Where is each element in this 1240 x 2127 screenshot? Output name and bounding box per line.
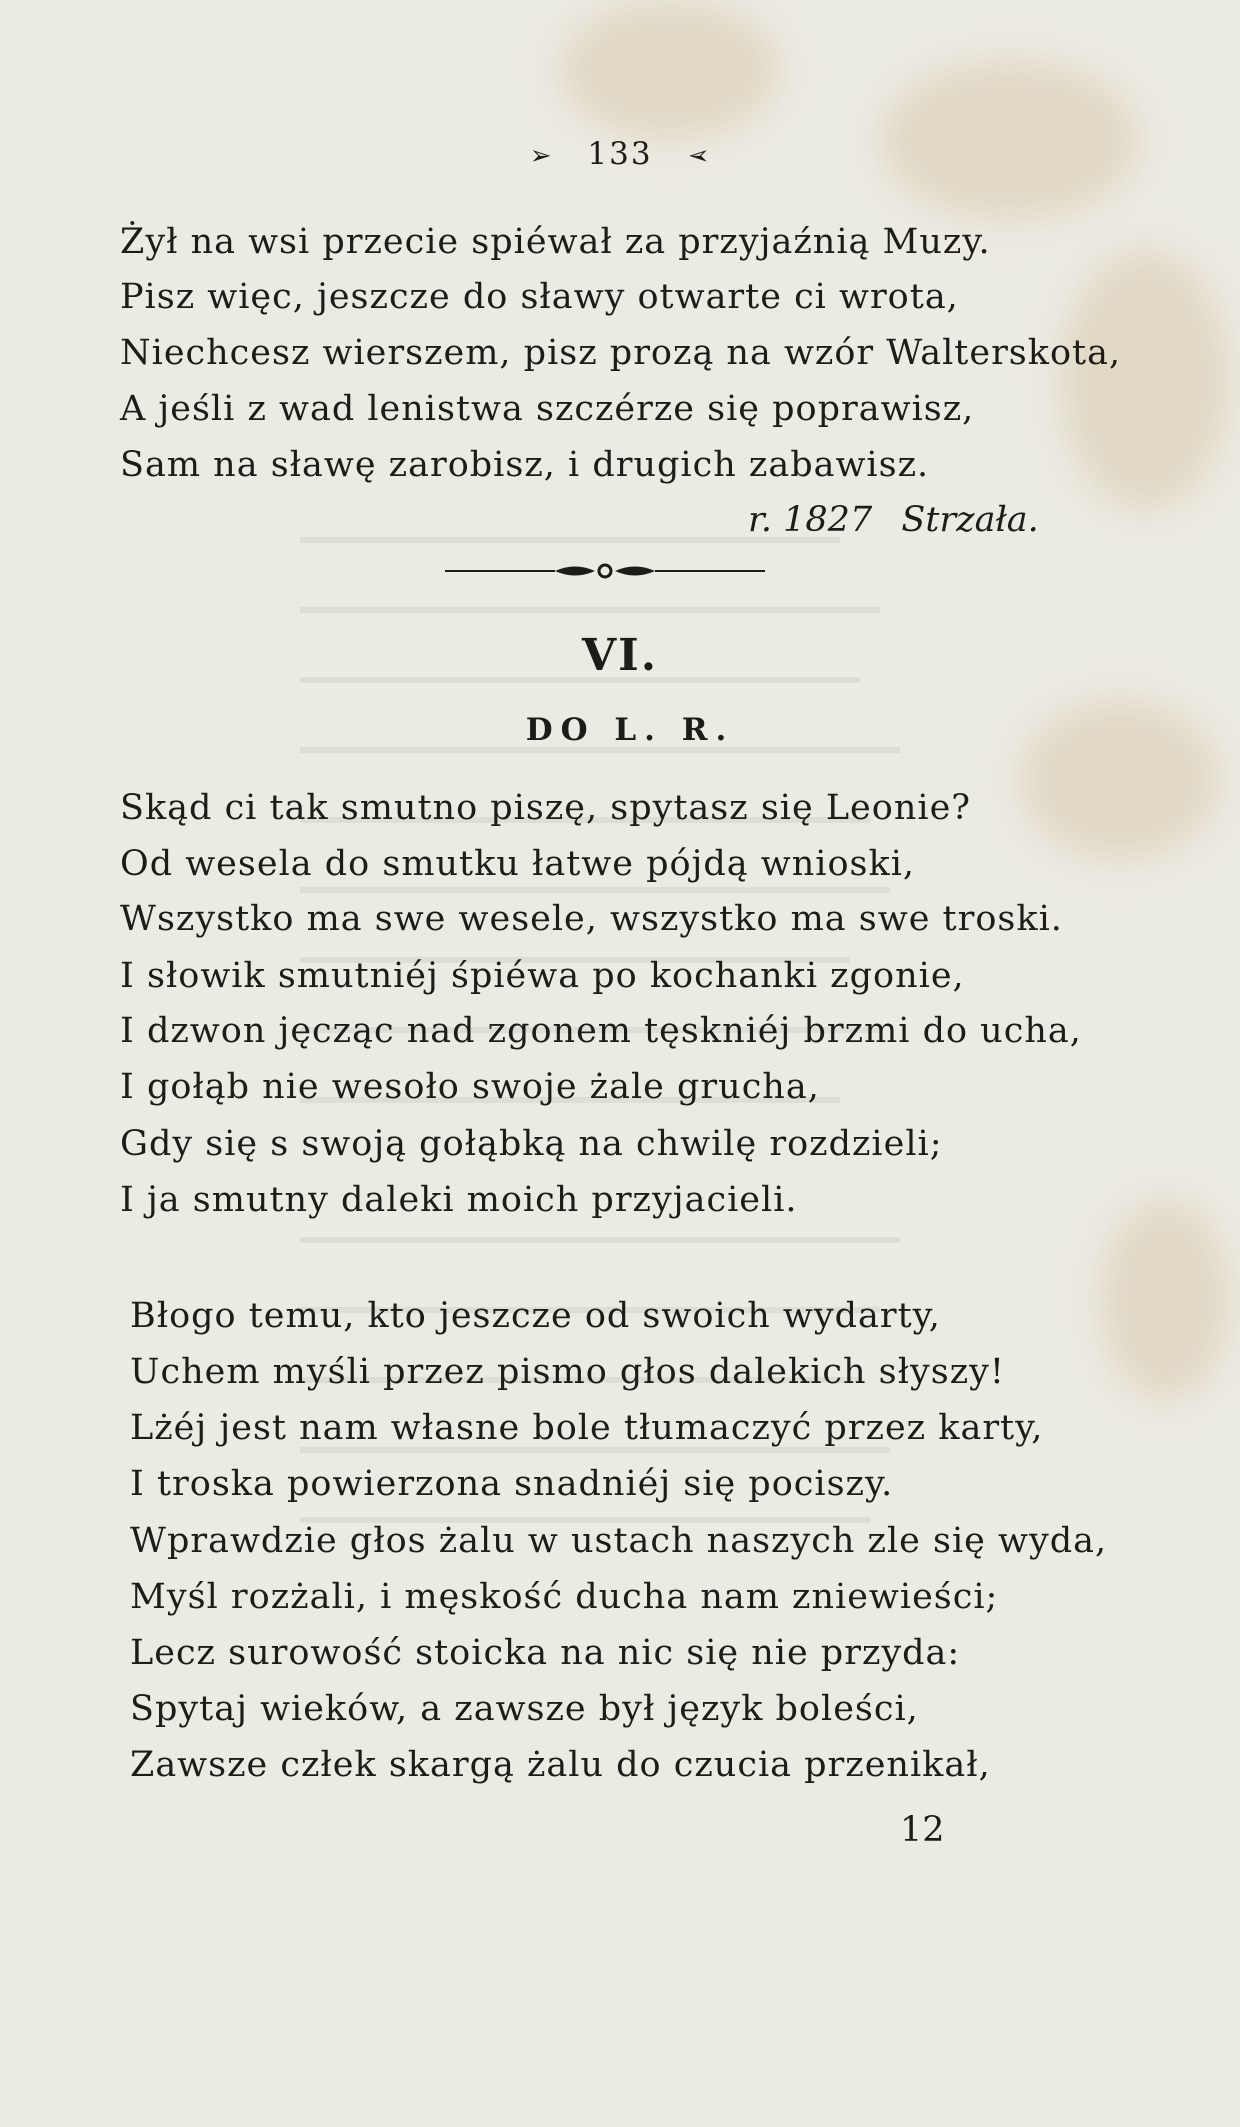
- paper-stain: [1100, 1200, 1230, 1400]
- verse-line: Od wesela do smutku łatwe pójdą wnioski,: [120, 844, 916, 884]
- poem-number: VI.: [581, 630, 659, 681]
- verse-line: Wszystko ma swe wesele, wszystko ma swe troski.: [120, 899, 1063, 939]
- ornamental-divider: [445, 556, 765, 586]
- verse-line: I dzwon jęcząc nad zgonem tęskniéj brzmi do ucha,: [120, 1011, 1082, 1051]
- signature-author: Strzała.: [901, 500, 1039, 540]
- verse-line: Pisz więc, jeszcze do sławy otwarte ci wrota,: [120, 277, 959, 317]
- verse-line: Myśl rozżali, i męskość ducha nam zniewieści;: [130, 1577, 999, 1617]
- verse-line: Błogo temu, kto jeszcze od swoich wydarty,: [130, 1296, 941, 1336]
- poem-signature: [748, 500, 1039, 540]
- verse-line: Skąd ci tak smutno piszę, spytasz się Leonie?: [120, 788, 972, 828]
- verse-line: Spytaj wieków, a zawsze był język boleści,: [130, 1689, 919, 1729]
- verse-line: I gołąb nie wesoło swoje żale grucha,: [120, 1067, 820, 1107]
- signature-date: r. 1827: [748, 500, 873, 540]
- poem-title: DO L. R.: [525, 712, 735, 748]
- paper-stain: [560, 0, 780, 140]
- running-header: [0, 136, 1240, 172]
- verse-line: Lecz surowość stoicka na nic się nie przyda:: [130, 1633, 961, 1673]
- signature-mark: 12: [900, 1810, 945, 1850]
- verse-line: I ja smutny daleki moich przyjacieli.: [120, 1180, 798, 1220]
- verse-line: Gdy się s swoją gołąbką na chwilę rozdzieli;: [120, 1124, 943, 1164]
- verse-line: A jeśli z wad lenistwa szczérze się poprawisz,: [120, 389, 975, 429]
- verse-line: Niechcesz wierszem, pisz prozą na wzór Walterskota,: [120, 333, 1122, 373]
- verse-line: Uchem myśli przez pismo głos dalekich słyszy!: [130, 1352, 1005, 1392]
- paper-stain: [1060, 250, 1230, 510]
- verse-line: I troska powierzona snadniéj się pociszy.: [130, 1464, 894, 1504]
- verse-line: I słowik smutniéj śpiéwa po kochanki zgonie,: [120, 956, 965, 996]
- verse-line: Żył na wsi przecie spiéwał za przyjaźnią Muzy.: [120, 222, 991, 262]
- hand-ornament-icon: ➢: [686, 141, 711, 171]
- verse-line: Wprawdzie głos żalu w ustach naszych zle się wyda,: [130, 1521, 1108, 1561]
- verse-line: Zawsze człek skargą żalu do czucia przenikał,: [130, 1745, 991, 1785]
- hand-ornament-icon: ➢: [529, 141, 554, 171]
- verse-line: Sam na sławę zarobisz, i drugich zabawisz.: [120, 445, 930, 485]
- verse-line: Lżéj jest nam własne bole tłumaczyć przez karty,: [130, 1408, 1044, 1448]
- page-number: 133: [587, 136, 653, 172]
